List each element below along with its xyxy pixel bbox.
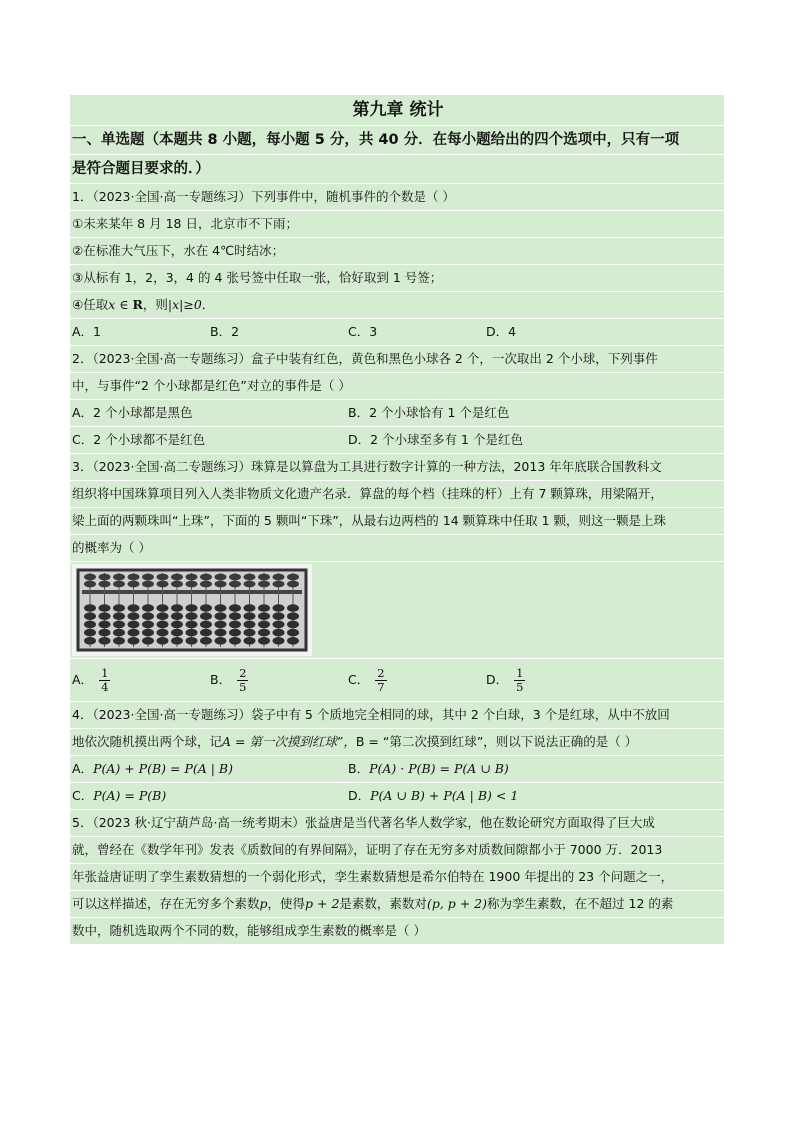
- q3-option-b-label: B．: [210, 672, 232, 687]
- abacus-lower-bead: [113, 621, 125, 629]
- abacus-lower-bead: [287, 637, 299, 645]
- q1-stem: 1．（2023·全国·高一专题练习）下列事件中，随机事件的个数是（ ）: [70, 184, 724, 210]
- q1-option-b[interactable]: B．2: [210, 324, 240, 339]
- q5-stem-4a: 可以这样描述，存在无穷多个素数: [72, 896, 260, 911]
- abacus-lower-bead: [84, 604, 96, 612]
- q3-option-b-denominator: 5: [239, 680, 247, 694]
- abacus-lower-bead: [273, 637, 285, 645]
- q1-item-1: ①未来某年 8 月 18 日，北京市不下雨；: [70, 211, 724, 237]
- abacus-upper-bead: [128, 581, 140, 588]
- abacus-lower-bead: [200, 604, 212, 612]
- q1-item-4-post: ，则: [142, 297, 168, 312]
- q3-stem-line-3: 梁上面的两颗珠叫“上珠”，下面的 5 颗叫“下珠”，从最右边两档的 14 颗算珠中任取 1 颗，则这一颗是上珠: [70, 508, 724, 534]
- q1-item-4-abs: |x|≥0: [167, 297, 202, 312]
- abacus-upper-bead: [229, 581, 241, 588]
- abacus-image: [72, 564, 312, 656]
- q1-item-3: ③从标有 1，2，3，4 的 4 张号签中任取一张，恰好取到 1 号签；: [70, 265, 724, 291]
- q1-item-4-R: R: [132, 297, 143, 312]
- abacus-upper-bead: [84, 581, 96, 588]
- q3-option-c[interactable]: [348, 659, 486, 701]
- q3-option-c-label: C．: [348, 672, 370, 687]
- q1-item-4-pre: ④任取: [72, 297, 109, 312]
- q5-stem-line-3: 年张益唐证明了孪生素数猜想的一个弱化形式，孪生素数猜想是希尔伯特在 1900 年提出的 23 个问题之一，: [70, 864, 724, 890]
- abacus-lower-bead: [99, 621, 111, 629]
- abacus-upper-bead: [244, 581, 256, 588]
- q4-stem-line-2a: 地依次随机摸出两个球，记: [72, 734, 223, 749]
- abacus-lower-bead: [244, 637, 256, 645]
- abacus-upper-bead: [99, 581, 111, 588]
- abacus-lower-bead: [186, 604, 198, 612]
- abacus-upper-bead: [113, 574, 125, 581]
- q2-stem-line-1: 2．（2023·全国·高一专题练习）盒子中装有红色，黄色和黑色小球各 2 个，一次取出 2 个小球，下列事件: [70, 346, 724, 372]
- abacus-lower-bead: [244, 604, 256, 612]
- abacus-upper-bead: [287, 574, 299, 581]
- abacus-upper-bead: [128, 574, 140, 581]
- q5-stem-line-1: 5．（2023 秋·辽宁葫芦岛·高一统考期末）张益唐是当代著名华人数学家，他在数论研究方面取得了巨大成: [70, 810, 724, 836]
- q2-stem-line-2: 中，与事件“2 个小球都是红色”对立的事件是（ ）: [70, 373, 724, 399]
- abacus-lower-bead: [157, 637, 169, 645]
- q3-stem-line-1: 3．（2023·全国·高二专题练习）珠算是以算盘为工具进行数字计算的一种方法，2013 年年底联合国教科文: [70, 454, 724, 480]
- abacus-lower-bead: [229, 604, 241, 612]
- q1-item-4-end: ．: [201, 297, 215, 312]
- abacus-lower-bead: [244, 621, 256, 629]
- abacus-lower-bead: [258, 637, 270, 645]
- abacus-upper-bead: [273, 581, 285, 588]
- abacus-lower-bead: [142, 629, 154, 637]
- q3-option-a-numerator: 1: [101, 666, 109, 680]
- abacus-upper-bead: [186, 574, 198, 581]
- q1-options: [70, 319, 724, 345]
- q3-option-c-fraction: [375, 667, 386, 694]
- q3-option-a-denominator: 4: [101, 680, 109, 694]
- q4-option-d-label: D．: [348, 788, 371, 803]
- q3-option-d-denominator: 5: [516, 680, 524, 694]
- abacus-lower-bead: [186, 637, 198, 645]
- abacus-lower-bead: [84, 629, 96, 637]
- abacus-lower-bead: [273, 621, 285, 629]
- q5-stem-line-2: 就，曾经在《数学年刊》发表《质数间的有界间隔》，证明了存在无穷多对质数间隙都小于 7000 万．2013: [70, 837, 724, 863]
- abacus-lower-bead: [215, 637, 227, 645]
- abacus-lower-bead: [215, 604, 227, 612]
- q4-stem-line-2: [70, 729, 724, 755]
- abacus-lower-bead: [244, 629, 256, 637]
- abacus-upper-bead: [142, 581, 154, 588]
- abacus-lower-bead: [84, 612, 96, 620]
- q1-item-4-in: ∈: [115, 297, 133, 312]
- q3-stem-line-4: 的概率为（ ）: [70, 535, 724, 561]
- abacus-lower-bead: [171, 637, 183, 645]
- abacus-lower-bead: [229, 612, 241, 620]
- abacus-lower-bead: [186, 621, 198, 629]
- q2-option-a[interactable]: A．2 个小球都是黑色: [72, 405, 193, 420]
- abacus-lower-bead: [128, 612, 140, 620]
- abacus-lower-bead: [229, 629, 241, 637]
- q3-option-a-label: A．: [72, 672, 94, 687]
- abacus-upper-bead: [244, 574, 256, 581]
- abacus-lower-bead: [84, 637, 96, 645]
- abacus-upper-bead: [258, 581, 270, 588]
- q4-event-b: B = “第二次摸到红球”，则以下说法正确的是（ ）: [355, 734, 638, 749]
- q3-option-d-numerator: 1: [516, 666, 524, 680]
- q4-option-d-expr: P(A ∪ B) + P(A | B) < 1: [370, 788, 519, 803]
- abacus-lower-bead: [128, 621, 140, 629]
- q4-option-b-expr: P(A) · P(B) = P(A ∪ B): [369, 761, 509, 776]
- abacus-lower-bead: [157, 629, 169, 637]
- abacus-upper-bead: [215, 581, 227, 588]
- q3-option-d-fraction: [514, 667, 525, 694]
- q4-stem-line-1: 4．（2023·全国·高一专题练习）袋子中有 5 个质地完全相同的球，其中 2 个白球，3 个是红球，从中不放回: [70, 702, 724, 728]
- q3-option-b-fraction: [237, 667, 248, 694]
- abacus-lower-bead: [273, 612, 285, 620]
- abacus-lower-bead: [99, 604, 111, 612]
- abacus-lower-bead: [273, 604, 285, 612]
- abacus-lower-bead: [229, 621, 241, 629]
- abacus-upper-bead: [273, 574, 285, 581]
- abacus-upper-bead: [258, 574, 270, 581]
- abacus-lower-bead: [215, 629, 227, 637]
- abacus-lower-bead: [258, 629, 270, 637]
- q5-stem-line-5: 数中，随机选取两个不同的数，能够组成孪生素数的概率是（ ）: [70, 918, 724, 944]
- abacus-lower-bead: [84, 621, 96, 629]
- abacus-lower-bead: [215, 621, 227, 629]
- q4-event-a: A = 第一次摸到红球”，: [222, 734, 356, 749]
- abacus-upper-bead: [200, 581, 212, 588]
- abacus-lower-bead: [171, 604, 183, 612]
- abacus-lower-bead: [128, 604, 140, 612]
- q5-stem-4g: 称为孪生素数，在不超过 12 的素: [487, 896, 674, 911]
- q5-stem-4e: 是素数，素数对: [339, 896, 427, 911]
- abacus-lower-bead: [99, 629, 111, 637]
- abacus-upper-bead: [171, 574, 183, 581]
- abacus-lower-bead: [142, 612, 154, 620]
- page-title: 第九章 统计: [70, 95, 724, 125]
- abacus-upper-bead: [142, 574, 154, 581]
- q1-option-d[interactable]: D．4: [486, 324, 517, 339]
- abacus-upper-bead: [171, 581, 183, 588]
- abacus-lower-bead: [258, 621, 270, 629]
- abacus-lower-bead: [171, 612, 183, 620]
- q3-option-c-denominator: 7: [377, 680, 385, 694]
- abacus-lower-bead: [215, 612, 227, 620]
- q4-options-row-1: [70, 756, 724, 782]
- q1-item-2: ②在标准大气压下，水在 4℃时结冰；: [70, 238, 724, 264]
- q3-option-b-numerator: 2: [239, 666, 247, 680]
- abacus-lower-bead: [287, 612, 299, 620]
- abacus-upper-bead: [287, 581, 299, 588]
- abacus-lower-bead: [244, 612, 256, 620]
- abacus-lower-bead: [99, 612, 111, 620]
- q1-item-4-x: x: [108, 297, 116, 312]
- abacus-lower-bead: [229, 637, 241, 645]
- q4-option-c-label: C．: [72, 788, 94, 803]
- q4-options-row-2: [70, 783, 724, 809]
- q2-options-row-1: [70, 400, 724, 426]
- q5-pair: (p, p + 2): [426, 896, 488, 911]
- q1-option-c[interactable]: C．3: [348, 324, 378, 339]
- abacus-lower-bead: [200, 637, 212, 645]
- abacus-lower-bead: [186, 629, 198, 637]
- abacus-upper-bead: [113, 581, 125, 588]
- q4-option-c[interactable]: [72, 783, 348, 809]
- abacus-lower-bead: [258, 604, 270, 612]
- abacus-lower-bead: [142, 621, 154, 629]
- q4-option-d[interactable]: [348, 783, 624, 809]
- abacus-lower-bead: [113, 604, 125, 612]
- q3-option-c-numerator: 2: [377, 666, 385, 680]
- abacus-lower-bead: [287, 629, 299, 637]
- q2-option-b[interactable]: B．2 个小球恰有 1 个是红色: [348, 405, 510, 420]
- abacus-image-row: [70, 562, 724, 658]
- abacus-upper-bead: [99, 574, 111, 581]
- q2-options-row-2: [70, 427, 724, 453]
- q4-option-b[interactable]: [348, 756, 624, 782]
- abacus-lower-bead: [128, 637, 140, 645]
- abacus-lower-bead: [287, 604, 299, 612]
- abacus-lower-bead: [273, 629, 285, 637]
- q4-option-c-expr: P(A) = P(B): [93, 788, 167, 803]
- q3-options: [70, 659, 724, 701]
- abacus-upper-bead: [84, 574, 96, 581]
- abacus-upper-bead: [157, 581, 169, 588]
- q2-option-c[interactable]: C．2 个小球都不是红色: [72, 432, 206, 447]
- abacus-lower-bead: [200, 621, 212, 629]
- q4-option-a[interactable]: [72, 756, 348, 782]
- q5-expr-p-plus-2: p + 2: [305, 896, 340, 911]
- section-heading-line-2: 是符合题目要求的．）: [70, 155, 724, 183]
- abacus-lower-bead: [157, 604, 169, 612]
- q2-option-d[interactable]: D．2 个小球至多有 1 个是红色: [348, 432, 523, 447]
- abacus-lower-bead: [113, 637, 125, 645]
- abacus-lower-bead: [113, 612, 125, 620]
- abacus-lower-bead: [171, 621, 183, 629]
- abacus-upper-bead: [186, 581, 198, 588]
- q5-stem-line-4: [70, 891, 724, 917]
- abacus-lower-bead: [128, 629, 140, 637]
- q3-option-d[interactable]: [486, 659, 624, 701]
- q4-option-b-label: B．: [348, 761, 370, 776]
- abacus-lower-bead: [186, 612, 198, 620]
- abacus-lower-bead: [157, 621, 169, 629]
- q3-stem-line-2: 组织将中国珠算项目列入人类非物质文化遗产名录．算盘的每个档（挂珠的杆）上有 7 颗算珠，用梁隔开，: [70, 481, 724, 507]
- q5-var-p: p: [259, 896, 268, 911]
- document-page: [70, 95, 724, 945]
- section-heading-line-1: 一、单选题（本题共 8 小题，每小题 5 分，共 40 分．在每小题给出的四个选项中，只有一项: [70, 126, 724, 154]
- abacus-upper-bead: [157, 574, 169, 581]
- q4-option-a-expr: P(A) + P(B) = P(A | B): [93, 761, 233, 776]
- abacus-lower-bead: [200, 612, 212, 620]
- abacus-lower-bead: [142, 604, 154, 612]
- abacus-lower-bead: [142, 637, 154, 645]
- q1-option-a[interactable]: A．1: [72, 324, 102, 339]
- abacus-lower-bead: [287, 621, 299, 629]
- abacus-lower-bead: [99, 637, 111, 645]
- q1-item-4: [70, 292, 724, 318]
- abacus-upper-bead: [215, 574, 227, 581]
- q3-option-d-label: D．: [486, 672, 509, 687]
- abacus-lower-bead: [113, 629, 125, 637]
- abacus-lower-bead: [157, 612, 169, 620]
- q5-stem-4c: ，使得: [267, 896, 306, 911]
- q4-option-a-label: A．: [72, 761, 94, 776]
- q3-option-a[interactable]: [72, 659, 210, 701]
- abacus-upper-bead: [229, 574, 241, 581]
- abacus-lower-bead: [200, 629, 212, 637]
- abacus-lower-bead: [171, 629, 183, 637]
- abacus-lower-bead: [258, 612, 270, 620]
- abacus-upper-bead: [200, 574, 212, 581]
- q3-option-b[interactable]: [210, 659, 348, 701]
- q3-option-a-fraction: [99, 667, 110, 694]
